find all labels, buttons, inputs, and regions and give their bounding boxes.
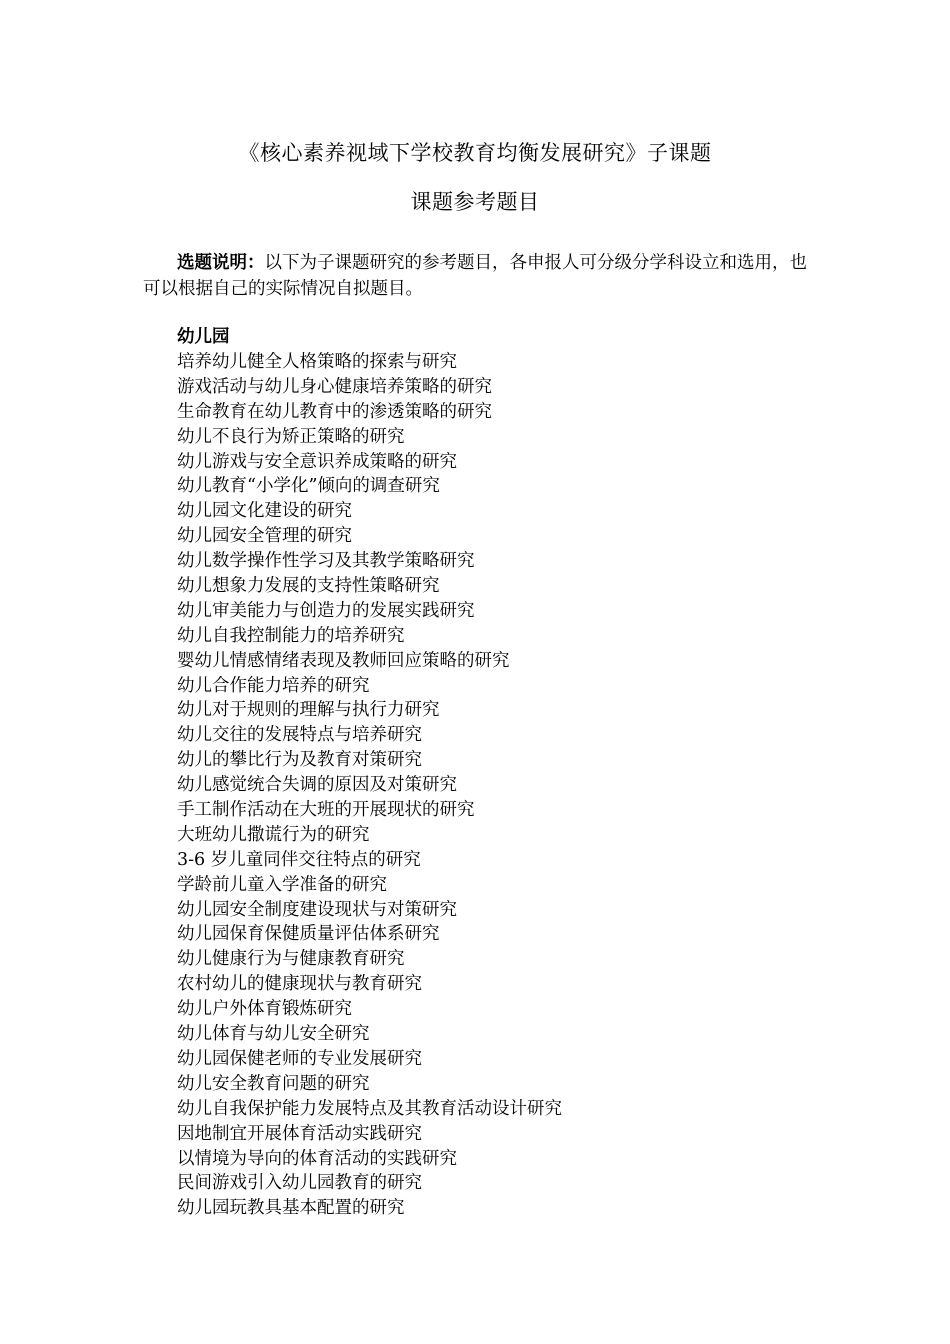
topic-item: 幼儿游戏与安全意识养成策略的研究 — [177, 451, 457, 472]
document-subtitle: 课题参考题目 — [410, 190, 540, 214]
topic-item: 幼儿安全教育问题的研究 — [177, 1073, 370, 1094]
topic-item: 3-6 岁儿童同伴交往特点的研究 — [177, 849, 421, 870]
topic-item: 幼儿健康行为与健康教育研究 — [177, 949, 405, 970]
topic-item: 幼儿教育“小学化”倾向的调查研究 — [177, 476, 440, 497]
topic-item: 婴幼儿情感情绪表现及教师回应策略的研究 — [177, 650, 510, 671]
topic-item: 学龄前儿童入学准备的研究 — [177, 874, 387, 895]
topic-item: 幼儿对于规则的理解与执行力研究 — [177, 700, 440, 721]
topic-item: 幼儿体育与幼儿安全研究 — [177, 1024, 370, 1045]
section-kindergarten — [177, 325, 837, 1221]
topic-list — [177, 350, 837, 1221]
intro-text: 以下为子课题研究的参考题目，各申报人可分级分学科设立和选用，也可以根据自己的实际情况自拟题目。 — [143, 253, 807, 299]
topic-item: 幼儿合作能力培养的研究 — [177, 675, 370, 696]
topic-item: 农村幼儿的健康现状与教育研究 — [177, 974, 422, 995]
intro-paragraph — [143, 250, 813, 302]
topic-item: 幼儿园文化建设的研究 — [177, 501, 352, 522]
section-heading: 幼儿园 — [177, 327, 230, 347]
topic-item: 民间游戏引入幼儿园教育的研究 — [177, 1173, 422, 1194]
topic-item: 大班幼儿撒谎行为的研究 — [177, 824, 370, 845]
topic-item: 幼儿审美能力与创造力的发展实践研究 — [177, 600, 475, 621]
topic-item: 幼儿感觉统合失调的原因及对策研究 — [177, 775, 457, 796]
topic-item: 因地制宜开展体育活动实践研究 — [177, 1123, 422, 1144]
topic-item: 幼儿想象力发展的支持性策略研究 — [177, 576, 440, 597]
topic-item: 幼儿园玩教具基本配置的研究 — [177, 1198, 405, 1219]
topic-item: 幼儿自我保护能力发展特点及其教育活动设计研究 — [177, 1098, 562, 1119]
topic-item: 幼儿园安全制度建设现状与对策研究 — [177, 899, 457, 920]
topic-item: 幼儿自我控制能力的培养研究 — [177, 625, 405, 646]
topic-item: 幼儿的攀比行为及教育对策研究 — [177, 750, 422, 771]
topic-item: 幼儿园保育保健质量评估体系研究 — [177, 924, 440, 945]
topic-item: 游戏活动与幼儿身心健康培养策略的研究 — [177, 376, 492, 397]
topic-item: 幼儿不良行为矫正策略的研究 — [177, 426, 405, 447]
topic-item: 幼儿园安全管理的研究 — [177, 526, 352, 547]
topic-item: 幼儿数学操作性学习及其教学策略研究 — [177, 551, 475, 572]
intro-label: 选题说明： — [177, 253, 265, 273]
topic-item: 手工制作活动在大班的开展现状的研究 — [177, 800, 475, 821]
topic-item: 生命教育在幼儿教育中的渗透策略的研究 — [177, 401, 492, 422]
topic-item: 幼儿户外体育锻炼研究 — [177, 999, 352, 1020]
topic-item: 以情境为导向的体育活动的实践研究 — [177, 1148, 457, 1169]
topic-item: 幼儿园保健老师的专业发展研究 — [177, 1048, 422, 1069]
document-title: 《核心素养视域下学校教育均衡发展研究》子课题 — [238, 141, 712, 165]
topic-item: 培养幼儿健全人格策略的探索与研究 — [177, 352, 457, 372]
topic-item: 幼儿交往的发展特点与培养研究 — [177, 725, 422, 746]
